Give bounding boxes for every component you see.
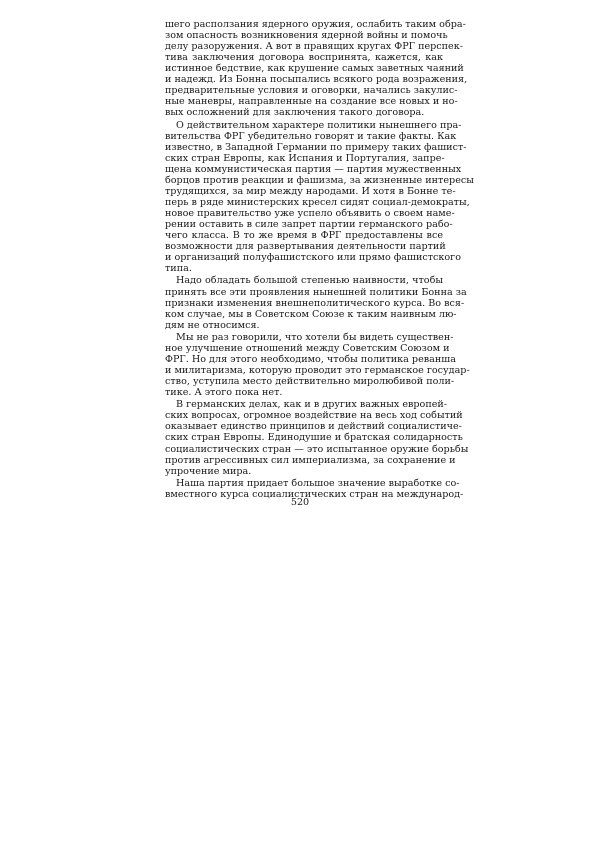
text-line: и организаций полуфашистского или прямо фашистского: [165, 252, 461, 264]
text-line: О действительном характере политики нынешнего пра-: [176, 119, 462, 131]
text-line: тике. А этого пока нет.: [165, 387, 283, 399]
text-line: делу разоружения. А вот в правящих кругах ФРГ перспек-: [165, 41, 463, 53]
text-line: чего класса. В то же время в ФРГ предоставлены все: [165, 230, 443, 242]
text-line: и надежд. Из Бонна посыпались всякого рода возражения,: [165, 74, 468, 86]
text-line: борцов против реакции и фашизма, за жизненные интересы: [165, 174, 474, 186]
text-line: ских стран Европы, как Испания и Португалия, запре-: [165, 152, 445, 164]
text-line: новое правительство уже успело объявить о своем наме-: [165, 207, 455, 219]
text-line: щена коммунистическая партия — партия мужественных: [165, 163, 462, 175]
text-line: известно, в Западной Германии по примеру таких фашист-: [165, 141, 467, 153]
text-line: против агрессивных сил империализма, за сохранение и: [165, 454, 456, 466]
text-line: возможности для развертывания деятельности партий: [165, 241, 446, 253]
text-line: типа.: [165, 263, 192, 275]
text-line: ные маневры, направленные на создание все новых и но-: [165, 96, 458, 108]
paragraph-2: [165, 119, 474, 275]
text-line: вительства ФРГ убедительно говорят и такие факты. Как: [165, 130, 457, 142]
text-line: дям не относимся.: [165, 319, 260, 331]
paragraph-5: [165, 399, 469, 477]
text-line: зом опасность возникновения ядерной войны и помочь: [165, 30, 448, 42]
text-line: социалистических стран — это испытанное оружие борьбы: [165, 443, 469, 455]
text-line: Надо обладать большой степенью наивности, чтобы: [176, 275, 443, 287]
text-line: признаки изменения внешнеполитического курса. Во вся-: [165, 297, 465, 309]
text-line: ком случае, мы в Советском Союзе к таким наивным лю-: [165, 308, 457, 320]
paragraph-4: [165, 331, 470, 399]
page-body-text: [165, 19, 474, 500]
text-line: ских стран Европы. Единодушие и братская солидарность: [165, 432, 463, 444]
paragraph-1: [165, 19, 468, 119]
text-line: вых осложнений для заключения такого договора.: [165, 107, 425, 119]
text-line: шего расползания ядерного оружия, ослабить таким обра-: [165, 19, 466, 30]
text-line: ство, уступила место действительно миролюбивой поли-: [165, 376, 455, 388]
page-number: 520: [290, 497, 310, 508]
text-line: и милитаризма, которую проводит это германское государ-: [165, 365, 470, 377]
text-line: упрочение мира.: [165, 465, 252, 477]
text-line: Наша партия придает большое значение выработке со-: [176, 477, 460, 489]
text-line: истинное бедствие, как крушение самых заветных чаяний: [165, 63, 464, 75]
text-line: ное улучшение отношений между Советским Союзом и: [165, 342, 450, 354]
text-line: ских вопросах, огромное воздействие на весь ход событий: [165, 410, 463, 422]
text-line: ФРГ. Но для этого необходимо, чтобы политика реванша: [165, 353, 456, 365]
text-line: В германских делах, как и в других важных европей-: [176, 399, 448, 411]
text-line: оказывает единство принципов и действий социалистиче-: [165, 421, 462, 433]
text-line: предварительные условия и оговорки, начались закулис-: [165, 85, 458, 97]
text-line: рении оставить в силе запрет партии германского рабо-: [165, 219, 453, 231]
text-line: трудящихся, за мир между народами. И хотя в Бонне те-: [165, 185, 456, 197]
text-line: Мы не раз говорили, что хотели бы видеть существен-: [176, 331, 454, 343]
text-line: тива заключения договора воспринята, кажется, как: [165, 52, 443, 64]
text-line: вместного курса социалистических стран на международ-: [165, 488, 464, 500]
text-line: принять все эти проявления нынешней политики Бонна за: [165, 286, 467, 298]
paragraph-3: [165, 275, 467, 331]
text-line: перь в ряде министерских кресел сидят социал-демократы,: [165, 196, 470, 208]
